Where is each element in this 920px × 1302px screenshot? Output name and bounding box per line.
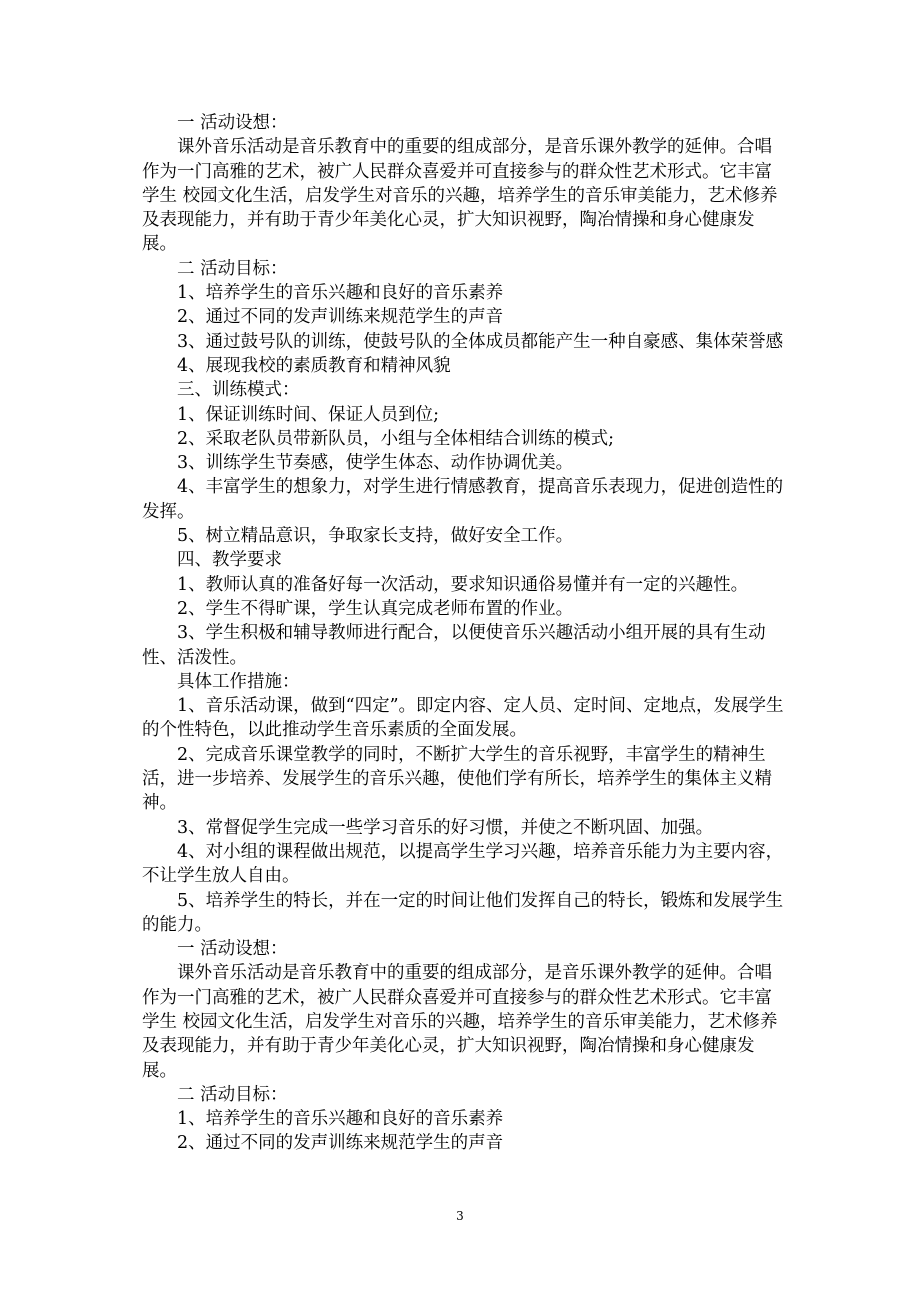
- body-paragraph: 课外音乐活动是音乐教育中的重要的组成部分，是音乐课外教学的延伸。合唱作为一门高雅的艺术，被广人民群众喜爱并可直接参与的群众性艺术形式。它丰富学生 校园文化生活，启发学生对音乐的兴趣，培养学生的音乐审美能力，艺术修养及表现能力，并有助于青少年美化心灵，扩大知识视野，陶冶情操和身心健康发展。: [142, 137, 778, 255]
- page-number: 3: [456, 1209, 464, 1223]
- list-item: 2、学生不得旷课，学生认真完成老师布置的作业。: [177, 598, 574, 619]
- section-heading: 具体工作措施：: [177, 671, 300, 692]
- list-item: 1、音乐活动课，做到“四定”。即定内容、定人员、定时间、定地点，发展学生的个性特色，以此推动学生音乐素质的全面发展。: [142, 696, 784, 741]
- list-item: 1、保证训练时间、保证人员到位;: [177, 404, 440, 425]
- section-heading: 四、教学要求: [177, 550, 282, 571]
- list-item: 3、学生积极和辅导教师进行配合，以便使音乐兴趣活动小组开展的具有生动性、活泼性。: [142, 623, 766, 668]
- list-item: 4、对小组的课程做出规范，以提高学生学习兴趣，培养音乐能力为主要内容，不让学生放人自由。: [142, 841, 784, 887]
- list-item: 2、采取老队员带新队员，小组与全体相结合训练的模式;: [177, 428, 615, 449]
- section-heading: 二 活动目标：: [177, 1084, 288, 1105]
- list-item: 4、丰富学生的想象力，对学生进行情感教育，提高音乐表现力，促进创造性的发挥。: [142, 477, 784, 522]
- list-item: 1、培养学生的音乐兴趣和良好的音乐素养: [177, 1109, 504, 1130]
- list-item: 5、培养学生的特长，并在一定的时间让他们发挥自己的特长，锻炼和发展学生的能力。: [142, 890, 784, 935]
- list-item: 4、展现我校的素质教育和精神风貌: [177, 355, 451, 376]
- list-item: 1、培养学生的音乐兴趣和良好的音乐素养: [177, 283, 504, 304]
- list-item: 5、树立精品意识，争取家长支持，做好安全工作。: [177, 526, 574, 547]
- list-item: 3、常督促学生完成一些学习音乐的好习惯，并使之不断巩固、加强。: [177, 817, 714, 838]
- list-item: 3、通过鼓号队的训练，使鼓号队的全体成员都能产生一种自豪感、集体荣誉感: [177, 331, 784, 352]
- section-heading: 一 活动设想：: [177, 113, 288, 133]
- list-item: 1、教师认真的准备好每一次活动，要求知识通俗易懂并有一定的兴趣性。: [177, 574, 749, 595]
- body-paragraph: 课外音乐活动是音乐教育中的重要的组成部分，是音乐课外教学的延伸。合唱作为一门高雅的艺术，被广人民群众喜爱并可直接参与的群众性艺术形式。它丰富学生 校园文化生活，启发学生对音乐的兴趣，培养学生的音乐审美能力，艺术修养及表现能力，并有助于青少年美化心灵，扩大知识视野，陶冶情操和身心健康发展。: [142, 963, 778, 1081]
- section-heading: 三、训练模式：: [177, 380, 300, 401]
- list-item: 3、训练学生节奏感，使学生体态、动作协调优美。: [177, 453, 574, 474]
- section-heading: 一 活动设想：: [177, 939, 288, 960]
- list-item: 2、通过不同的发声训练来规范学生的声音: [177, 307, 504, 328]
- list-item: 2、通过不同的发声训练来规范学生的声音: [177, 1133, 504, 1154]
- document-body: [142, 111, 784, 1156]
- list-item: 2、完成音乐课堂教学的同时，不断扩大学生的音乐视野，丰富学生的精神生活，进一步培养、发展学生的音乐兴趣，使他们学有所长，培养学生的集体主义精神。: [142, 744, 772, 814]
- section-heading: 二 活动目标：: [177, 258, 288, 279]
